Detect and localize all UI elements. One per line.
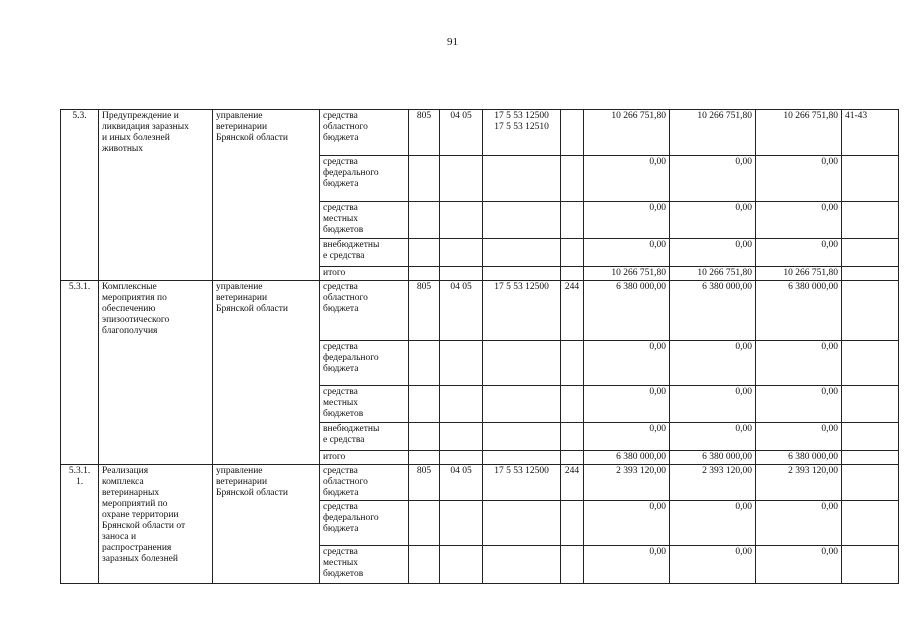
section-subsection-code bbox=[440, 202, 483, 239]
amount-year-2: 0,00 bbox=[670, 546, 756, 584]
table-row bbox=[61, 110, 899, 156]
grbs-code bbox=[409, 267, 440, 281]
section-name: Комплексные мероприятия по обеспечению эпизоотического благополучия bbox=[99, 281, 213, 465]
funding-source: средства федерального бюджета bbox=[320, 341, 409, 386]
indicator-reference bbox=[842, 239, 899, 267]
amount-year-3: 0,00 bbox=[756, 501, 842, 546]
amount-year-1: 0,00 bbox=[584, 239, 670, 267]
amount-year-2: 6 380 000,00 bbox=[670, 281, 756, 341]
funding-source: средства областного бюджета bbox=[320, 281, 409, 341]
amount-year-1: 2 393 120,00 bbox=[584, 465, 670, 501]
target-article-code: 17 5 53 12500 17 5 53 12510 bbox=[483, 110, 561, 156]
section-subsection-code bbox=[440, 267, 483, 281]
amount-year-2: 0,00 bbox=[670, 239, 756, 267]
amount-year-3: 0,00 bbox=[756, 239, 842, 267]
indicator-reference bbox=[842, 501, 899, 546]
funding-source: внебюджетны е средства bbox=[320, 239, 409, 267]
amount-year-3: 0,00 bbox=[756, 386, 842, 423]
amount-year-1: 0,00 bbox=[584, 341, 670, 386]
amount-year-1: 0,00 bbox=[584, 501, 670, 546]
amount-year-2: 6 380 000,00 bbox=[670, 451, 756, 465]
amount-year-2: 2 393 120,00 bbox=[670, 465, 756, 501]
grbs-code bbox=[409, 501, 440, 546]
expense-type-code bbox=[561, 501, 584, 546]
grbs-code: 805 bbox=[409, 465, 440, 501]
section-executor: управление ветеринарии Брянской области bbox=[213, 110, 320, 281]
section-executor: управление ветеринарии Брянской области bbox=[213, 465, 320, 584]
expense-type-code bbox=[561, 156, 584, 202]
amount-year-3: 2 393 120,00 bbox=[756, 465, 842, 501]
section-subsection-code bbox=[440, 423, 483, 451]
expense-type-code bbox=[561, 239, 584, 267]
amount-year-1: 10 266 751,80 bbox=[584, 267, 670, 281]
amount-year-1: 0,00 bbox=[584, 423, 670, 451]
funding-source: средства местных бюджетов bbox=[320, 546, 409, 584]
section-name: Реализация комплекса ветеринарных мероприятий по охране территории Брянской области от заноса и распространения заразных болезней bbox=[99, 465, 213, 584]
amount-year-1: 0,00 bbox=[584, 546, 670, 584]
expense-type-code: 244 bbox=[561, 281, 584, 341]
section-subsection-code: 04 05 bbox=[440, 465, 483, 501]
amount-year-3: 0,00 bbox=[756, 156, 842, 202]
indicator-reference: 41-43 bbox=[842, 110, 899, 156]
indicator-reference bbox=[842, 202, 899, 239]
amount-year-1: 6 380 000,00 bbox=[584, 451, 670, 465]
funding-source: средства областного бюджета bbox=[320, 110, 409, 156]
section-subsection-code bbox=[440, 546, 483, 584]
section-subsection-code bbox=[440, 451, 483, 465]
amount-year-2: 0,00 bbox=[670, 341, 756, 386]
grbs-code bbox=[409, 451, 440, 465]
indicator-reference bbox=[842, 267, 899, 281]
grbs-code: 805 bbox=[409, 281, 440, 341]
funding-source: итого bbox=[320, 451, 409, 465]
indicator-reference bbox=[842, 546, 899, 584]
expense-type-code bbox=[561, 110, 584, 156]
funding-source: средства областного бюджета bbox=[320, 465, 409, 501]
section-subsection-code bbox=[440, 239, 483, 267]
funding-source: средства федерального бюджета bbox=[320, 501, 409, 546]
amount-year-3: 10 266 751,80 bbox=[756, 267, 842, 281]
amount-year-1: 10 266 751,80 bbox=[584, 110, 670, 156]
section-number: 5.3.1. 1. bbox=[61, 465, 99, 584]
indicator-reference bbox=[842, 281, 899, 341]
indicator-reference bbox=[842, 156, 899, 202]
amount-year-1: 0,00 bbox=[584, 202, 670, 239]
funding-source: средства местных бюджетов bbox=[320, 386, 409, 423]
budget-table bbox=[60, 109, 899, 584]
amount-year-1: 0,00 bbox=[584, 156, 670, 202]
amount-year-2: 10 266 751,80 bbox=[670, 267, 756, 281]
amount-year-1: 6 380 000,00 bbox=[584, 281, 670, 341]
target-article-code bbox=[483, 386, 561, 423]
section-number: 5.3. bbox=[61, 110, 99, 281]
amount-year-3: 6 380 000,00 bbox=[756, 451, 842, 465]
amount-year-3: 0,00 bbox=[756, 341, 842, 386]
target-article-code bbox=[483, 239, 561, 267]
indicator-reference bbox=[842, 465, 899, 501]
amount-year-2: 0,00 bbox=[670, 423, 756, 451]
grbs-code bbox=[409, 202, 440, 239]
section-subsection-code bbox=[440, 386, 483, 423]
table-row bbox=[61, 281, 899, 341]
funding-source: средства федерального бюджета bbox=[320, 156, 409, 202]
amount-year-2: 0,00 bbox=[670, 156, 756, 202]
funding-source: внебюджетны е средства bbox=[320, 423, 409, 451]
indicator-reference bbox=[842, 423, 899, 451]
section-subsection-code bbox=[440, 341, 483, 386]
expense-type-code bbox=[561, 341, 584, 386]
target-article-code bbox=[483, 423, 561, 451]
expense-type-code bbox=[561, 546, 584, 584]
expense-type-code bbox=[561, 202, 584, 239]
page-number: 91 bbox=[447, 36, 458, 48]
target-article-code bbox=[483, 267, 561, 281]
target-article-code bbox=[483, 341, 561, 386]
amount-year-2: 0,00 bbox=[670, 386, 756, 423]
section-subsection-code: 04 05 bbox=[440, 281, 483, 341]
target-article-code bbox=[483, 501, 561, 546]
target-article-code: 17 5 53 12500 bbox=[483, 465, 561, 501]
target-article-code: 17 5 53 12500 bbox=[483, 281, 561, 341]
indicator-reference bbox=[842, 451, 899, 465]
section-name: Предупреждение и ликвидация заразных и иных болезней животных bbox=[99, 110, 213, 281]
section-subsection-code: 04 05 bbox=[440, 110, 483, 156]
grbs-code bbox=[409, 546, 440, 584]
target-article-code bbox=[483, 546, 561, 584]
expense-type-code bbox=[561, 267, 584, 281]
expense-type-code bbox=[561, 423, 584, 451]
expense-type-code bbox=[561, 451, 584, 465]
amount-year-3: 10 266 751,80 bbox=[756, 110, 842, 156]
target-article-code bbox=[483, 202, 561, 239]
indicator-reference bbox=[842, 386, 899, 423]
amount-year-2: 10 266 751,80 bbox=[670, 110, 756, 156]
section-subsection-code bbox=[440, 501, 483, 546]
table-row bbox=[61, 465, 899, 501]
grbs-code bbox=[409, 341, 440, 386]
amount-year-3: 0,00 bbox=[756, 202, 842, 239]
section-subsection-code bbox=[440, 156, 483, 202]
amount-year-1: 0,00 bbox=[584, 386, 670, 423]
funding-source: итого bbox=[320, 267, 409, 281]
section-executor: управление ветеринарии Брянской области bbox=[213, 281, 320, 465]
expense-type-code: 244 bbox=[561, 465, 584, 501]
amount-year-2: 0,00 bbox=[670, 202, 756, 239]
grbs-code: 805 bbox=[409, 110, 440, 156]
amount-year-2: 0,00 bbox=[670, 501, 756, 546]
funding-source: средства местных бюджетов bbox=[320, 202, 409, 239]
section-number: 5.3.1. bbox=[61, 281, 99, 465]
indicator-reference bbox=[842, 341, 899, 386]
expense-type-code bbox=[561, 386, 584, 423]
amount-year-3: 6 380 000,00 bbox=[756, 281, 842, 341]
target-article-code bbox=[483, 156, 561, 202]
target-article-code bbox=[483, 451, 561, 465]
amount-year-3: 0,00 bbox=[756, 546, 842, 584]
grbs-code bbox=[409, 386, 440, 423]
grbs-code bbox=[409, 156, 440, 202]
amount-year-3: 0,00 bbox=[756, 423, 842, 451]
grbs-code bbox=[409, 239, 440, 267]
grbs-code bbox=[409, 423, 440, 451]
